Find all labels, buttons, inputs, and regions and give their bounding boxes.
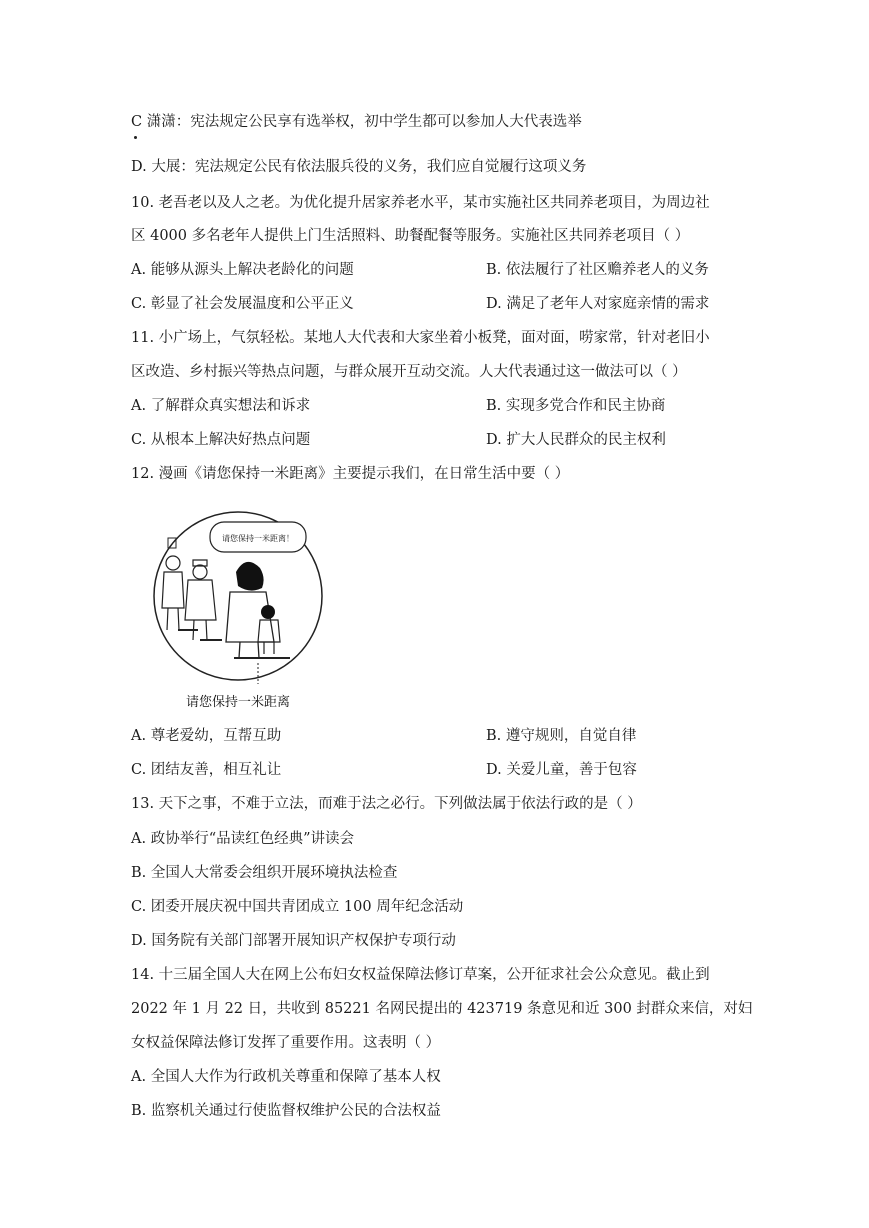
q13-option-a: A. 政协举行“品读红色经典”讲读会 — [131, 831, 355, 847]
q11-option-b: B. 实现多党合作和民主协商 — [486, 398, 666, 414]
cartoon-caption: 请您保持一米距离 — [185, 695, 291, 710]
q12-stem: 12. 漫画《请您保持一米距离》主要提示我们，在日常生活中要（ ） — [131, 466, 570, 482]
q10-option-c: C. 彰显了社会发展温度和公平正义 — [131, 296, 354, 312]
q12-option-b: B. 遵守规则，自觉自律 — [486, 728, 637, 744]
q10-stem-1: 10. 老吾老以及人之老。为优化提升居家养老水平，某市实施社区共同养老项目，为周边社 — [131, 195, 710, 211]
q11-stem-1: 11. 小广场上，气氛轻松。某地人大代表和大家坐着小板凳，面对面，唠家常，针对老旧小 — [131, 330, 710, 346]
q11-option-c: C. 从根本上解决好热点问题 — [131, 432, 311, 448]
q11-stem-2: 区改造、乡村振兴等热点问题，与群众展开互动交流。人大代表通过这一做法可以（ ） — [131, 364, 687, 380]
option-d-line: D. 大展：宪法规定公民有依法服兵役的义务，我们应自觉履行这项义务 — [131, 159, 587, 175]
q14-option-a: A. 全国人大作为行政机关尊重和保障了基本人权 — [131, 1069, 441, 1085]
q13-option-c: C. 团委开展庆祝中国共青团成立 100 周年纪念活动 — [131, 899, 464, 915]
q10-option-a: A. 能够从源头上解决老龄化的问题 — [131, 262, 354, 278]
q12-option-a: A. 尊老爱幼，互帮互助 — [131, 728, 282, 744]
option-c-line: C 潇潇：宪法规定公民享有选举权，初中学生都可以参加人大代表选举 — [131, 114, 582, 130]
q11-option-d: D. 扩大人民群众的民主权利 — [486, 432, 666, 448]
q11-option-a: A. 了解群众真实想法和诉求 — [131, 398, 311, 414]
q12-option-c: C. 团结友善，相互礼让 — [131, 762, 282, 778]
cartoon-illustration — [140, 508, 340, 713]
q12-option-d: D. 关爱儿童，善于包容 — [486, 762, 637, 778]
q10-option-d: D. 满足了老年人对家庭亲情的需求 — [486, 296, 710, 312]
q10-stem-2: 区 4000 多名老年人提供上门生活照料、助餐配餐等服务。实施社区共同养老项目（ ） — [131, 228, 690, 244]
q13-stem: 13. 天下之事，不难于立法，而难于法之必行。下列做法属于依法行政的是（ ） — [131, 796, 642, 812]
q14-stem-2: 2022 年 1 月 22 日，共收到 85221 名网民提出的 423719 条意见和近 300 封群众来信，对妇 — [131, 1001, 753, 1017]
q10-option-b: B. 依法履行了社区赡养老人的义务 — [486, 262, 709, 278]
speech-bubble-text: 请您保持一米距离！ — [222, 534, 294, 543]
q13-option-b: B. 全国人大常委会组织开展环境执法检查 — [131, 865, 398, 881]
q14-option-b: B. 监察机关通过行使监督权维护公民的合法权益 — [131, 1103, 441, 1119]
q14-stem-1: 14. 十三届全国人大在网上公布妇女权益保障法修订草案，公开征求社会公众意见。截止到 — [131, 967, 710, 983]
q13-option-d: D. 国务院有关部门部署开展知识产权保护专项行动 — [131, 933, 456, 949]
q14-stem-3: 女权益保障法修订发挥了重要作用。这表明（ ） — [131, 1035, 441, 1051]
emphasis-dot — [134, 136, 137, 139]
